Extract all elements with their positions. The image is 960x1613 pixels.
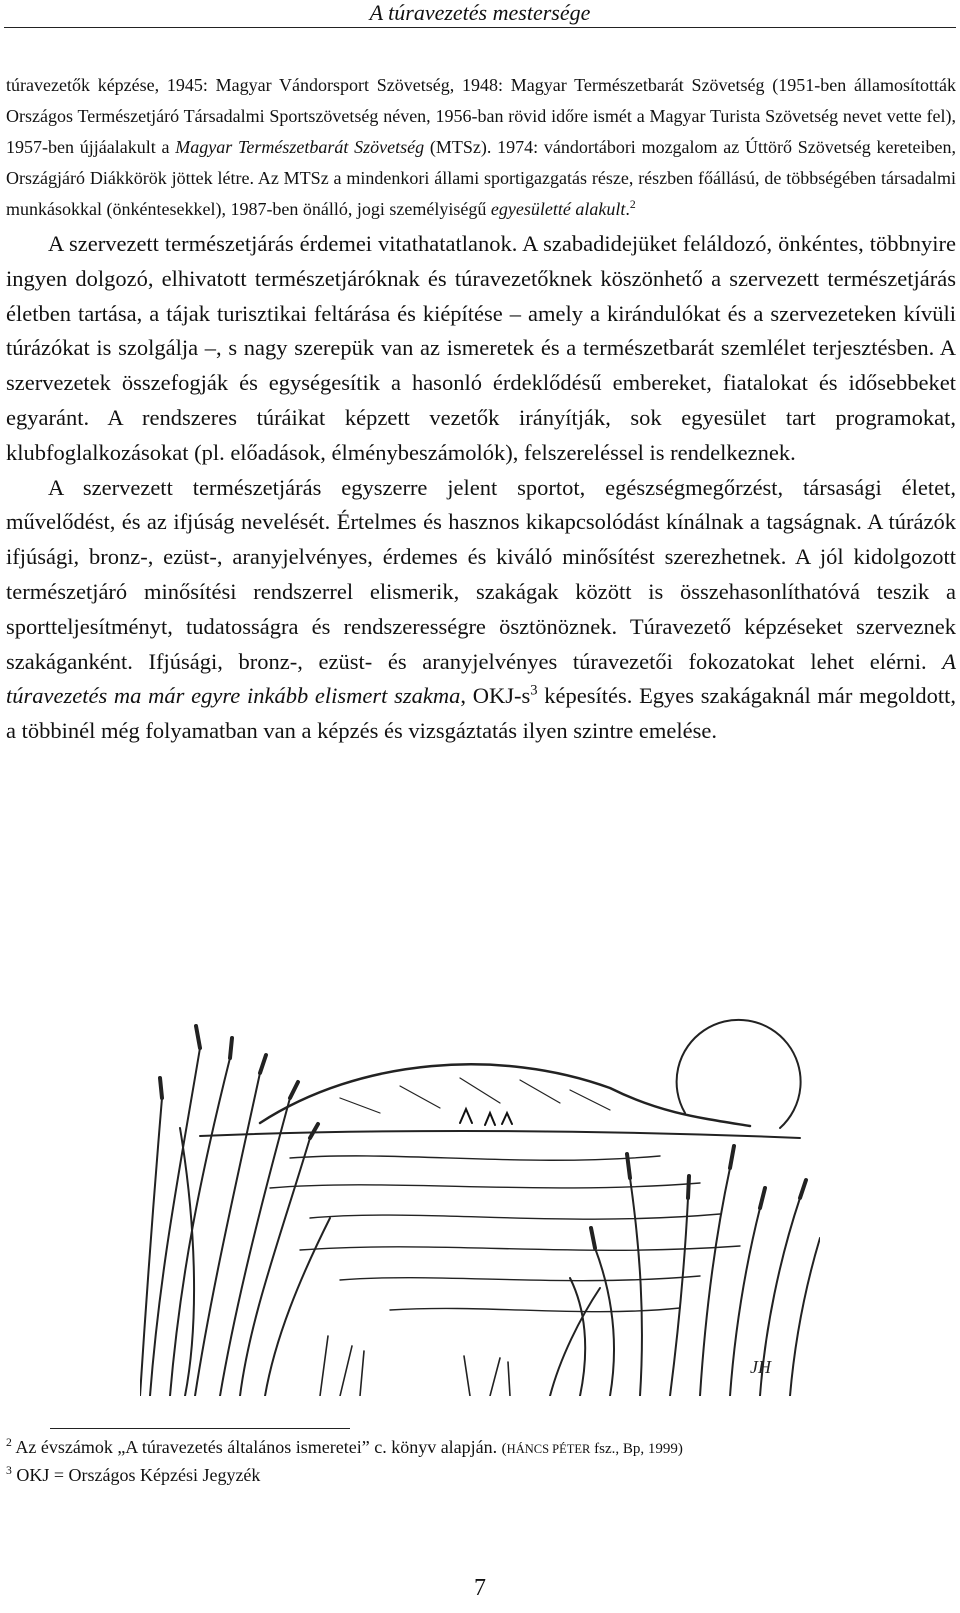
footnote-2-author: HÁNCS PÉTER (506, 1442, 591, 1456)
footnote-2 (6, 1434, 956, 1462)
paragraph-3-text-a: A szervezett természetjárás egyszerre jelent sportot, egészségmegőrzést, társasági életet, művelődést, és az ifjúság nevelését. Értelmes és hasznos kikapcsolódást kínálnak a tagságnak. A túrázók ifjúsági, bronz-, ezüst-, aranyjelvényes, érdemes és kiváló minősítést szerezhetnek. A jól kidolgozott természetjáró minősítési rendszerrel elismerik, szakágak között is összehasonlíthatóvá teszik a sportteljesítményt, tudatosságra és rendszerességre ösztönöznek. Túravezető képzéseket szerveznek szakáganként. Ifjúsági, bronz-, ezüst- és aranyjelvényes túravezetői fokozatokat lehet elérni. (6, 474, 956, 674)
right-reeds (550, 1168, 820, 1396)
foreground-grass (320, 1336, 510, 1396)
footnote-ref-3[interactable]: 3 (530, 682, 538, 699)
shoreline (200, 1131, 800, 1138)
page-number: 7 (474, 1575, 486, 1601)
paragraph-1-text-a: túravezetők képzése, 1945: Magyar Vándorsport Szövetség, 1948: Magyar Természetbarát Szövetség (1951-ben államosították Országos Természetjáró Társadalmi Sportszövetség néven, 1956-ban rövid időre ismét a Magyar Turista Szövetség nevet vette fel), 1957-ben újjáalakult a (6, 75, 956, 157)
footnote-2-text: Az évszámok „A túravezetés általános ismeretei” c. könyv alapján. (15, 1437, 502, 1457)
footnote-3 (6, 1462, 956, 1488)
sun-outline (677, 1020, 801, 1128)
water-lines (270, 1156, 740, 1312)
body-text (6, 70, 956, 749)
paragraph-3 (6, 471, 956, 749)
paragraph-3-text-b: , OKJ-s (460, 683, 531, 709)
left-reed-heads (160, 1026, 318, 1138)
paragraph-1-italic-1: Magyar Természetbarát Szövetség (175, 137, 425, 157)
paragraph-1 (6, 70, 956, 225)
footnote-2-paren: ( (501, 1441, 507, 1457)
footnote-rule (50, 1428, 350, 1429)
paragraph-1-italic-2: egyesületté alakult (490, 199, 626, 219)
paragraph-3-italic: A túravezetés ma már egyre inkább elismert szakma (6, 648, 956, 709)
right-reed-heads (591, 1146, 806, 1248)
footnote-3-number: 3 (6, 1464, 12, 1477)
paragraph-2: A szervezett természetjárás érdemei vitathatatlanok. A szabadidejüket feláldozó, önkéntes, többnyire ingyen dolgozó, elhivatott természetjáróknak és túravezetőknek köszönhető a szervezett természetjárás életben tartása, a tájak turisztikai feltárása és kiépítése – amely a kirándulókat és a szervezeteken kívüli túrázókat is szolgálja –, s nagy szerepük van az ismeretek és a természetbarát szemlélet terjesztésben. A szervezetek összefogják és egységesítik a hasonló érdeklődésű embereket, fiatalokat és idősebbeket egyaránt. A rendszeres túráikat képzett vezetők irányítják, sok egyesület tart programokat, klubfoglalkozásokat (pl. előadások, élménybeszámolók), felszereléssel is rendelkeznek. (6, 231, 956, 465)
shore-trees (460, 1109, 512, 1125)
artist-signature: JH (750, 1357, 771, 1377)
hill-shading (340, 1078, 610, 1113)
running-header: A túravezetés mestersége (369, 0, 591, 25)
footnote-2-source: fsz., Bp, 1999) (590, 1441, 683, 1457)
paragraph-1-text-c: . (625, 199, 630, 219)
paragraph-1-text-b: (MTSz). 1974: vándortábori mozgalom az Úttörő Szövetség kereteiben, Országjáró Diákkörök jöttek létre. Az MTSz a mindenkori állami sportigazgatás része, részben főállású, de többségében társadalmi munkásokkal (önkéntesekkel), 1987-ben önálló, jogi személyiségű (6, 137, 956, 219)
lake-reed-illustration (140, 1018, 820, 1396)
footnotes (6, 1434, 956, 1488)
footnote-3-text: OKJ = Országos Képzési Jegyzék (16, 1465, 261, 1485)
header-rule (4, 27, 956, 28)
footnote-ref-2[interactable]: 2 (629, 198, 636, 211)
paragraph-3-text-c: képesítés. Egyes szakágaknál már megoldott, a többinél még folyamatban van a képzés és vizsgáztatás ilyen szintre emelése. (6, 683, 956, 744)
footnote-2-number: 2 (6, 1436, 12, 1449)
